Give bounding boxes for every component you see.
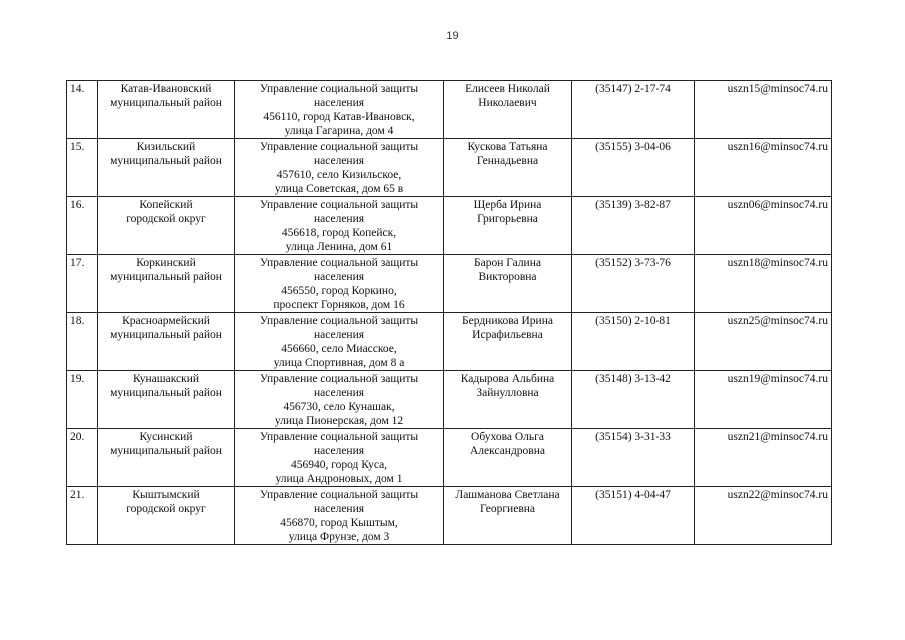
organization-line: Управление социальной защиты	[259, 315, 419, 327]
address-line: 456110, город Катав-Ивановск,	[263, 111, 415, 123]
page-number: 19	[446, 30, 459, 42]
address-line: 456660, село Миасское,	[281, 343, 397, 355]
head-name-line: Кускова Татьяна	[467, 141, 548, 153]
table-row	[67, 139, 832, 197]
address-line: 456940, город Куса,	[290, 459, 388, 471]
address-line: улица Ленина, дом 61	[285, 241, 393, 253]
head-name-line: Георгиевна	[479, 503, 536, 515]
municipality-cell	[98, 197, 235, 255]
municipality-line: Красноармейский	[122, 315, 210, 327]
address-line: 456870, город Кыштым,	[280, 517, 398, 529]
address-line: улица Спортивная, дом 8 а	[273, 357, 405, 369]
table-row	[67, 255, 832, 313]
organization-line: населения	[313, 503, 365, 515]
municipality-cell	[98, 255, 235, 313]
municipality-line: муниципальный район	[110, 97, 222, 109]
table-row	[67, 313, 832, 371]
email-cell: uszn18@minsoc74.ru	[695, 255, 832, 313]
municipality-cell	[98, 81, 235, 139]
municipality-line: городской округ	[126, 213, 206, 225]
row-number: 14.	[67, 81, 98, 139]
address-line: улица Андроновых, дом 1	[275, 473, 403, 485]
head-name-cell	[444, 197, 572, 255]
email-cell: uszn06@minsoc74.ru	[695, 197, 832, 255]
organization-line: населения	[313, 97, 365, 109]
social-protection-offices-table	[66, 80, 832, 545]
phone-cell: (35148) 3-13-42	[572, 371, 695, 429]
organization-cell	[235, 255, 444, 313]
address-line: 457610, село Кизильское,	[276, 169, 402, 181]
municipality-cell	[98, 313, 235, 371]
municipality-line: Коркинский	[136, 257, 196, 269]
head-name-cell	[444, 313, 572, 371]
address-line: 456730, село Кунашак,	[283, 401, 395, 413]
email-cell: uszn16@minsoc74.ru	[695, 139, 832, 197]
address-line: улица Фрунзе, дом 3	[288, 531, 390, 543]
head-name-line: Зайнулловна	[476, 387, 539, 399]
organization-line: населения	[313, 155, 365, 167]
municipality-line: Копейский	[139, 199, 193, 211]
table-row	[67, 197, 832, 255]
organization-line: Управление социальной защиты	[259, 83, 419, 95]
municipality-line: муниципальный район	[110, 387, 222, 399]
address-line: улица Пионерская, дом 12	[274, 415, 404, 427]
email-cell: uszn15@minsoc74.ru	[695, 81, 832, 139]
head-name-line: Бердникова Ирина	[462, 315, 553, 327]
organization-line: населения	[313, 213, 365, 225]
address-line: 456550, город Коркино,	[281, 285, 397, 297]
address-line: улица Гагарина, дом 4	[284, 125, 394, 137]
table-body	[67, 81, 832, 545]
organization-cell	[235, 139, 444, 197]
phone-cell: (35139) 3-82-87	[572, 197, 695, 255]
municipality-line: муниципальный район	[110, 445, 222, 457]
head-name-cell	[444, 429, 572, 487]
head-name-line: Александровна	[470, 445, 545, 457]
table-row	[67, 81, 832, 139]
email-cell: uszn21@minsoc74.ru	[695, 429, 832, 487]
municipality-line: муниципальный район	[110, 329, 222, 341]
municipality-line: Кунашакский	[132, 373, 200, 385]
head-name-cell	[444, 81, 572, 139]
phone-cell: (35147) 2-17-74	[572, 81, 695, 139]
municipality-cell	[98, 487, 235, 545]
organization-line: Управление социальной защиты	[259, 373, 419, 385]
organization-line: Управление социальной защиты	[259, 141, 419, 153]
organization-cell	[235, 429, 444, 487]
table-row	[67, 429, 832, 487]
municipality-line: городской округ	[126, 503, 206, 515]
head-name-cell	[444, 139, 572, 197]
organization-line: населения	[313, 387, 365, 399]
municipality-line: Кизильский	[136, 141, 196, 153]
row-number: 21.	[67, 487, 98, 545]
organization-line: населения	[313, 329, 365, 341]
row-number: 20.	[67, 429, 98, 487]
organization-cell	[235, 313, 444, 371]
municipality-cell	[98, 139, 235, 197]
phone-cell: (35152) 3-73-76	[572, 255, 695, 313]
organization-line: Управление социальной защиты	[259, 431, 419, 443]
head-name-line: Елисеев Николай	[465, 83, 550, 95]
head-name-line: Исрафильевна	[472, 329, 543, 341]
organization-line: населения	[313, 445, 365, 457]
head-name-line: Барон Галина	[474, 257, 541, 269]
head-name-line: Геннадьевна	[476, 155, 539, 167]
organization-line: Управление социальной защиты	[259, 199, 419, 211]
row-number: 16.	[67, 197, 98, 255]
email-cell: uszn22@minsoc74.ru	[695, 487, 832, 545]
email-cell: uszn19@minsoc74.ru	[695, 371, 832, 429]
phone-cell: (35155) 3-04-06	[572, 139, 695, 197]
head-name-line: Николаевич	[478, 97, 537, 109]
organization-line: населения	[313, 271, 365, 283]
table-row	[67, 371, 832, 429]
address-line: 456618, город Копейск,	[281, 227, 397, 239]
municipality-cell	[98, 371, 235, 429]
municipality-line: муниципальный район	[110, 155, 222, 167]
municipality-line: Кусинский	[139, 431, 193, 443]
address-line: проспект Горняков, дом 16	[273, 299, 405, 311]
head-name-cell	[444, 255, 572, 313]
phone-cell: (35154) 3-31-33	[572, 429, 695, 487]
head-name-line: Кадырова Альбина	[460, 373, 555, 385]
phone-cell: (35150) 2-10-81	[572, 313, 695, 371]
address-line: улица Советская, дом 65 в	[274, 183, 404, 195]
organization-cell	[235, 81, 444, 139]
head-name-line: Обухова Ольга	[471, 431, 544, 443]
head-name-line: Григорьевна	[477, 213, 538, 225]
head-name-line: Викторовна	[478, 271, 537, 283]
row-number: 17.	[67, 255, 98, 313]
head-name-line: Лашманова Светлана	[455, 489, 560, 501]
email-cell: uszn25@minsoc74.ru	[695, 313, 832, 371]
organization-cell	[235, 371, 444, 429]
municipality-cell	[98, 429, 235, 487]
row-number: 19.	[67, 371, 98, 429]
row-number: 18.	[67, 313, 98, 371]
organization-cell	[235, 197, 444, 255]
municipality-line: Кыштымский	[132, 489, 200, 501]
table-row	[67, 487, 832, 545]
municipality-line: муниципальный район	[110, 271, 222, 283]
head-name-line: Щерба Ирина	[473, 199, 542, 211]
organization-line: Управление социальной защиты	[259, 257, 419, 269]
row-number: 15.	[67, 139, 98, 197]
municipality-line: Катав-Ивановский	[120, 83, 212, 95]
head-name-cell	[444, 371, 572, 429]
organization-cell	[235, 487, 444, 545]
organization-line: Управление социальной защиты	[259, 489, 419, 501]
phone-cell: (35151) 4-04-47	[572, 487, 695, 545]
head-name-cell	[444, 487, 572, 545]
